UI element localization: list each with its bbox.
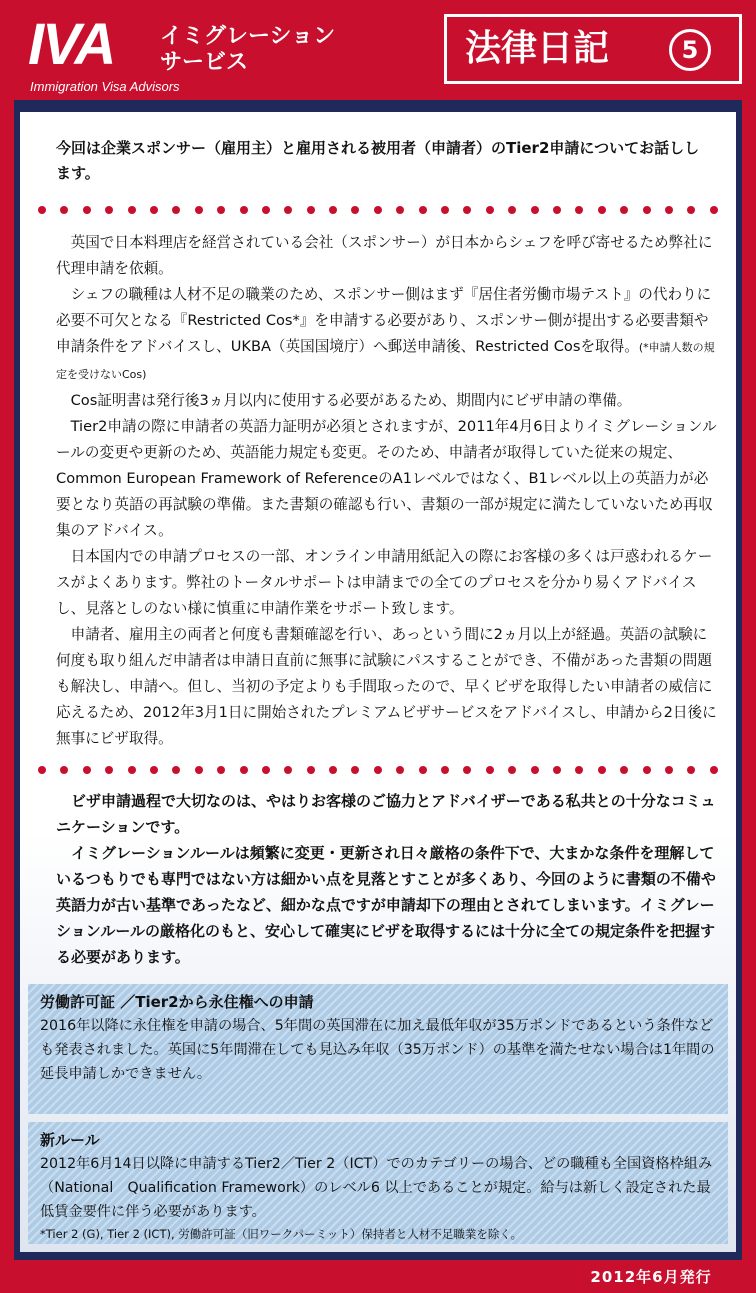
issue-date-badge: 2012年6月発行 (556, 1264, 746, 1290)
divider-dot (575, 206, 583, 214)
info-box-2-title: 新ルール (40, 1131, 100, 1149)
info-box-1-title: 労働許可証 ／Tier2から永住権への申請 (40, 993, 314, 1011)
divider-dot (665, 766, 673, 774)
divider-dot (195, 206, 203, 214)
divider-dot (374, 206, 382, 214)
divider-dot (710, 206, 718, 214)
dot-divider-top (38, 206, 718, 216)
divider-dot (643, 766, 651, 774)
closing-paragraph-2: イミグレーションルールは頻繁に変更・更新され日々厳格の条件下で、大まかな条件を理解しているつもりでも専門ではない方は細かい点を見落とすことが多くあり、今回のように書類の不備や英語力が古い基準であったなど、細かな点ですが申請却下の理由とされてしまいます。イミグレーションルールの厳格化のもと、安心して確実にビザを取得するには十分に全ての規定条件を把握する必要があります。 (56, 844, 716, 966)
divider-dot (665, 206, 673, 214)
divider-dot (351, 206, 359, 214)
header (0, 0, 756, 92)
divider-dot (262, 206, 270, 214)
divider-dot (441, 206, 449, 214)
divider-dot (463, 206, 471, 214)
divider-dot (262, 766, 270, 774)
article-panel (20, 112, 736, 1250)
logo-iva: IVA (28, 12, 115, 77)
divider-dot (441, 766, 449, 774)
info-box-2-footnote: *Tier 2 (G), Tier 2 (ICT), 労働許可証（旧ワークパーミット）保持者と人材不足職業を除く。 (40, 1227, 523, 1241)
divider-dot (396, 766, 404, 774)
divider-dot (195, 766, 203, 774)
divider-dot (240, 206, 248, 214)
divider-dot (531, 206, 539, 214)
divider-dot (284, 766, 292, 774)
divider-dot (598, 206, 606, 214)
series-number: 5 (669, 29, 711, 71)
divider-dot (687, 766, 695, 774)
logo-en: Immigration Visa Advisors (30, 79, 180, 94)
divider-dot (553, 206, 561, 214)
divider-dot (307, 766, 315, 774)
divider-dot (508, 766, 516, 774)
divider-dot (150, 206, 158, 214)
divider-dot (150, 766, 158, 774)
divider-dot (486, 206, 494, 214)
body-paragraph-2 (56, 282, 720, 388)
divider-dot (531, 766, 539, 774)
info-box-permanent-residence (28, 984, 728, 1114)
divider-dot (128, 766, 136, 774)
divider-dot (486, 766, 494, 774)
divider-dot (643, 206, 651, 214)
info-box-new-rule (28, 1122, 728, 1244)
divider-dot (329, 206, 337, 214)
divider-dot (575, 766, 583, 774)
divider-dot (105, 766, 113, 774)
divider-dot (38, 766, 46, 774)
divider-dot (329, 766, 337, 774)
divider-dot (128, 206, 136, 214)
divider-dot (687, 206, 695, 214)
article-body (56, 230, 720, 752)
divider-dot (598, 766, 606, 774)
divider-dot (307, 206, 315, 214)
body-paragraph-2-note: (*申請人数の規定を受けないCos) (56, 341, 715, 381)
divider-dot (172, 206, 180, 214)
closing-section (56, 788, 720, 970)
divider-dot (60, 766, 68, 774)
divider-dot (172, 766, 180, 774)
logo-jp-line1: イミグレーション (160, 24, 336, 49)
body-paragraph-4: Tier2申請の際に申請者の英語力証明が必須とされますが、2011年4月6日よりイミグレーションルールの変更や更新のため、英語能力規定も変更。そのため、申請者が取得していた従来の規定、Common European Framework of ReferenceのA1レベルではなく、B1レベル以上の英語力が必要となり英語の再試験の準備。また書類の確認も行い、書類の一部が規定に満たしていないため再収集のアドバイス。 (56, 418, 717, 539)
series-title: 法律日記 (465, 28, 610, 69)
divider-dot (710, 766, 718, 774)
divider-dot (83, 206, 91, 214)
divider-dot (38, 206, 46, 214)
divider-dot (553, 766, 561, 774)
body-paragraph-3: Cos証明書は発行後3ヵ月以内に使用する必要があるため、期間内にビザ申請の準備。 (70, 392, 632, 409)
divider-dot (463, 766, 471, 774)
divider-dot (83, 766, 91, 774)
divider-dot (396, 206, 404, 214)
info-box-2-text: 2012年6月14日以降に申請するTier2／Tier 2（ICT）でのカテゴリーの場合、どの職種も全国資格枠組み（National Qualification Framework）のレベル6 以上であることが規定。給与は新しく設定された最低賃金要件に伴う必要があります。 (40, 1156, 713, 1220)
divider-dot (60, 206, 68, 214)
logo-jp (160, 24, 335, 76)
body-paragraph-2-text: シェフの職種は人材不足の職業のため、スポンサー側はまず『居住者労働市場テスト』の代わりに必要不可欠となる『Restricted Cos*』を申請する必要があり、スポンサー側が提出する必要書類や申請条件をアドバイスし、UKBA（英国国境庁）へ郵送申請後、Restricted Cosを取得。 (56, 286, 712, 355)
lead-paragraph: 今回は企業スポンサー（雇用主）と雇用される被用者（申請者）のTier2申請についてお話しします。 (56, 139, 700, 182)
info-box-1-text: 2016年以降に永住権を申請の場合、5年間の英国滞在に加え最低年収が35万ポンドであるという条件なども発表されました。英国に5年間滞在しても見込み年収（35万ポンド）の基準を満たせない場合は1年間の延長申請しかできません。 (40, 1018, 715, 1082)
body-paragraph-5: 日本国内での申請プロセスの一部、オンライン申請用紙記入の際にお客様の多くは戸惑われるケースがよくあります。弊社のトータルサポートは申請までの全てのプロセスを分かり易くアドバイスし、見落としのない様に慎重に申請作業をサポート致します。 (56, 548, 713, 617)
divider-dot (620, 206, 628, 214)
divider-dot (351, 766, 359, 774)
body-paragraph-1: 英国で日本料理店を経営されている会社（スポンサー）が日本からシェフを呼び寄せるため弊社に代理申請を依頼。 (56, 234, 713, 277)
divider-dot (105, 206, 113, 214)
closing-paragraph-1: ビザ申請過程で大切なのは、やはりお客様のご協力とアドバイザーである私共との十分なコミュニケーションです。 (56, 792, 716, 836)
divider-dot (217, 206, 225, 214)
divider-dot (217, 766, 225, 774)
divider-dot (620, 766, 628, 774)
divider-dot (374, 766, 382, 774)
divider-dot (240, 766, 248, 774)
body-paragraph-6: 申請者、雇用主の両者と何度も書類確認を行い、あっという間に2ヵ月以上が経過。英語の試験に何度も取り組んだ申請者は申請日直前に無事に試験にパスすることができ、不備があった書類の問題も解決し、申請へ。但し、当初の予定よりも手間取ったので、早くビザを取得したい申請者の威信に応えるため、2012年3月1日に開始されたプレミアムビザサービスをアドバイスし、申請から2日後に無事にビザ取得。 (56, 626, 717, 747)
divider-dot (508, 206, 516, 214)
series-title-box (444, 14, 742, 84)
divider-dot (284, 206, 292, 214)
logo-jp-line2: サービス (160, 50, 249, 75)
divider-dot (419, 766, 427, 774)
divider-dot (419, 206, 427, 214)
dot-divider-bottom (38, 766, 718, 776)
